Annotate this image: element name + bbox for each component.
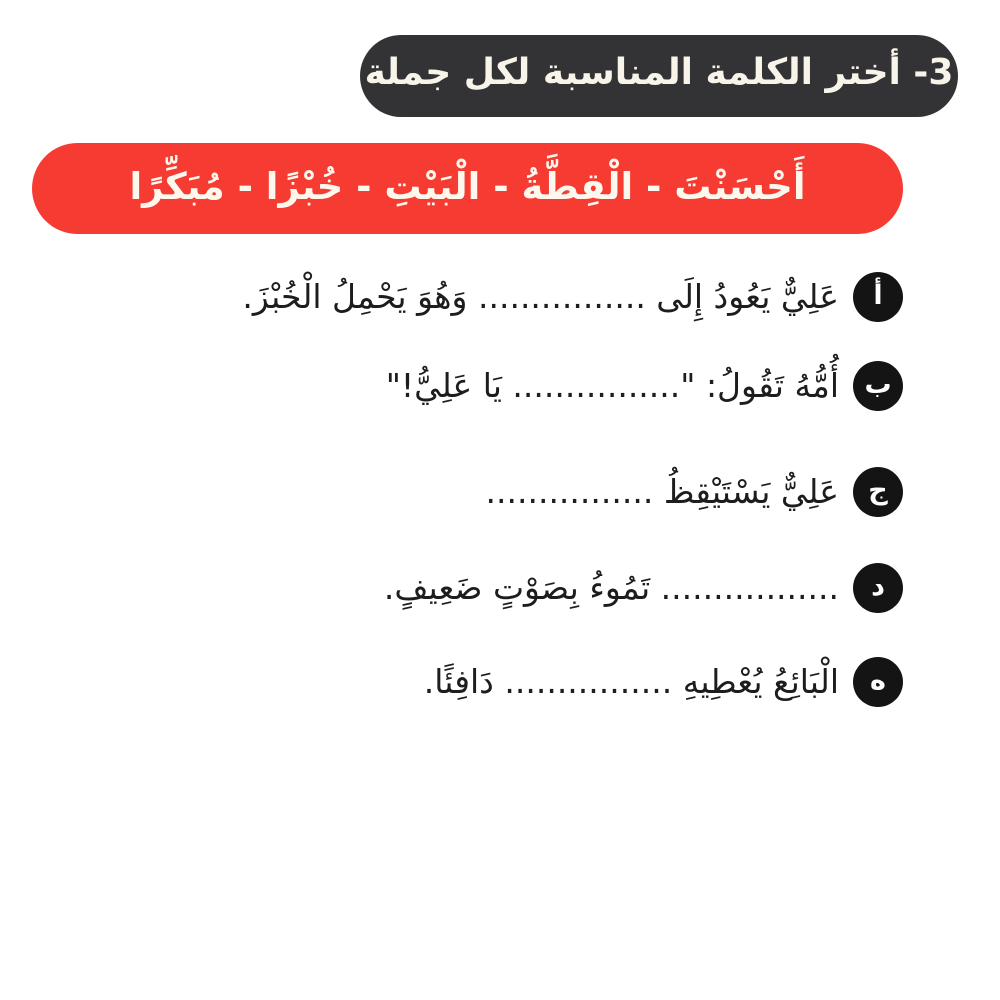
question-row-dal [384, 560, 903, 616]
question-letter-badge-jim [853, 467, 903, 517]
exercise-title: 3- أختر الكلمة المناسبة لكل جملة [364, 52, 954, 93]
question-letter-badge-ha [853, 657, 903, 707]
question-letter-badge-alef [853, 272, 903, 322]
question-text-jim: عَلِيٌّ يَسْتَيْقِظُ ................ [485, 472, 839, 512]
question-letter-dal: د [871, 570, 885, 602]
question-row-jim [486, 464, 904, 520]
question-letter-ba: ب [864, 368, 892, 400]
question-row-ha [424, 654, 903, 710]
question-letter-badge-dal [853, 563, 903, 613]
question-text-alef: عَلِيٌّ يَعُودُ إِلَى ................ وَهُوَ يَحْمِلُ الْخُبْزَ. [242, 277, 839, 317]
word-bank-pill [32, 143, 903, 234]
question-row-ba [386, 358, 903, 414]
question-letter-badge-ba [853, 361, 903, 411]
question-letter-ha: ه [870, 664, 886, 696]
question-letter-jim: ج [868, 474, 888, 506]
question-letter-alef: أ [873, 279, 883, 311]
word-bank-text: أَحْسَنْتَ - الْقِطَّةُ - الْبَيْتِ - خُبْزًا - مُبَكِّرًا [129, 165, 806, 208]
exercise-title-pill [360, 35, 958, 117]
question-text-dal: ................. تَمُوءُ بِصَوْتٍ ضَعِيفٍ. [383, 568, 839, 608]
question-text-ha: الْبَائِعُ يُعْطِيهِ ................ دَافِئًا. [423, 662, 839, 702]
question-text-ba: أُمُّهُ تَقُولُ: "................ يَا عَلِيُّ!" [385, 366, 839, 406]
question-row-alef [242, 269, 903, 325]
